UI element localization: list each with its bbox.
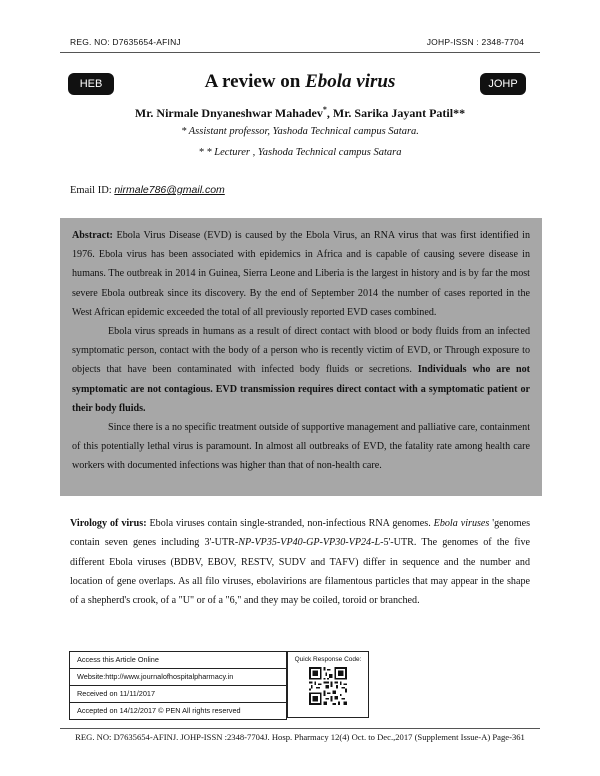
article-info-box <box>69 651 287 720</box>
abstract-p2-text: Ebola virus spreads in humans as a result of direct contact with blood or body fluids from an infected symptomatic person, contact with the body of a person who is recently victim of EVD, or Through exposure to objects that have been contaminated with infected body fluids or secretions. <box>72 326 530 376</box>
qr-code-icon[interactable] <box>309 667 347 705</box>
virology-section <box>70 514 530 610</box>
author-2: Mr. Sarika Jayant Patil** <box>332 106 466 120</box>
email-line <box>70 184 225 196</box>
title-prefix: A review on <box>204 71 306 92</box>
footer-divider <box>60 728 540 729</box>
abstract-p2 <box>72 322 530 418</box>
virology-text-1: Ebola viruses contain single-stranded, non-infectious RNA genomes. <box>146 518 434 529</box>
author-1-mark: * <box>322 105 327 114</box>
virology-label: Virology of virus: <box>70 518 147 529</box>
author-separator: , <box>326 106 333 120</box>
virology-text-3: -5'-UTR. The genomes of the five different Ebola viruses (BDBV, EBOV, RESTV, SUDV and TAFV) differ in sequence and the number and location of gene overlaps. As all filo viruses, ebolavirions are filamentous particles that may appear in the shape of a shepherd's crook, of a "U" or of a "6," and they may be coiled, toroid or branched. <box>70 537 531 607</box>
abstract-box <box>60 218 542 496</box>
abstract-p1 <box>72 226 530 322</box>
heb-badge: HEB <box>68 73 114 95</box>
affiliation-1: * Assistant professor, Yashoda Technical campus Satara. <box>181 126 419 137</box>
qr-label: Quick Response Code: <box>294 656 362 663</box>
header-issn: JOHP-ISSN : 2348-7704 <box>426 37 524 47</box>
website-link[interactable]: Website:http://www.journalofhospitalpharmacy.in <box>70 669 286 686</box>
access-label: Access this Article Online <box>70 652 286 669</box>
abstract-label: Abstract: <box>72 230 113 241</box>
title-italic: Ebola virus <box>305 71 396 92</box>
accepted-date: Accepted on 14/12/2017 © PEN All rights reserved <box>77 706 241 715</box>
author-1: Mr. Nirmale Dnyaneshwar Mahadev <box>134 106 323 120</box>
header-reg-no: REG. NO: D7635654-AFINJ <box>70 37 181 47</box>
footer-text: REG. NO: D7635654-AFINJ. JOHP-ISSN :2348-7704J. Hosp. Pharmacy 12(4) Oct. to Dec.,2017 (Supplement Issue-A) Page- <box>75 732 512 742</box>
virology-italic-1: Ebola viruses <box>433 518 490 529</box>
virology-italic-2: NP-VP35-VP40-GP-VP30-VP24-L <box>238 537 381 549</box>
email-label: Email ID: <box>70 185 115 196</box>
footer <box>0 732 600 742</box>
affiliation-2: * * Lecturer , Yashoda Technical campus Satara <box>198 147 402 158</box>
header-divider <box>60 52 540 53</box>
received-date: Received on 11/11/2017 <box>70 686 286 703</box>
email-link[interactable]: nirmale786@gmail.com <box>114 184 225 196</box>
abstract-p1-text: Ebola Virus Disease (EVD) is caused by the Ebola Virus, an RNA virus that was first identified in 1976. Ebola virus has been associated with epidemics in Africa and is capable of causing severe disease in humans. The outbreak in 2014 in Guinea, Sierra Leone and Liberia is the largest in history and is by far the most severe Ebola outbreak since its discovery. By the end of September 2014 the number of cases reported in the West African epidemic exceeded the total of all previously reported EVD cases combined. <box>72 230 530 318</box>
authors <box>0 105 600 121</box>
page-title <box>0 71 600 93</box>
johp-badge: JOHP <box>480 73 526 95</box>
qr-box <box>287 651 369 718</box>
virology-text-2: 'genomes contain seven genes including 3'-UTR- <box>70 518 530 549</box>
abstract-p2-bold: Individuals who are not symptomatic are not contagious. EVD transmission requires direct contact with a symptomatic patient or their body fluids. <box>72 364 531 414</box>
abstract-p3: Since there is a no specific treatment outside of supportive management and palliative care, containment of this potentially lethal virus is paramount. In almost all outbreaks of EVD, the fatality rate among health care workers with documented infections was higher than that of non-health care. <box>72 422 530 472</box>
page-number: 361 <box>511 732 525 742</box>
